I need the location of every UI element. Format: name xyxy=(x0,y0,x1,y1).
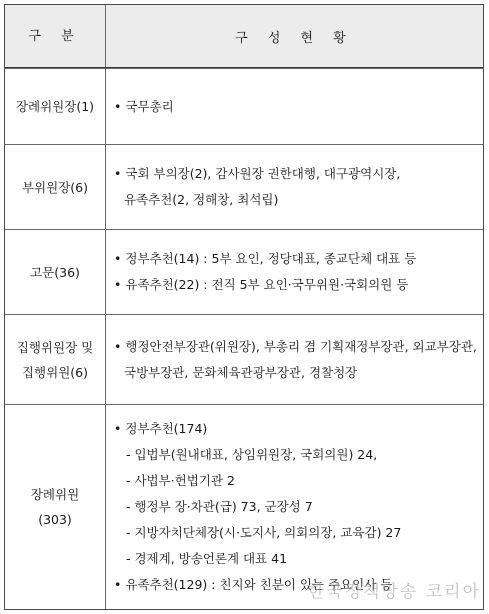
table-row xyxy=(5,144,483,229)
category-line: 장례위원장(1) xyxy=(15,99,95,114)
category-line: 집행위원(6) xyxy=(21,364,88,380)
list-item: • 정부추천(174) xyxy=(114,421,208,436)
list-item-continuation: 국방부장관, 문화체육관광부장관, 경찰청장 xyxy=(124,364,358,380)
row-category xyxy=(5,145,106,229)
row-category xyxy=(5,315,106,404)
row-content xyxy=(106,145,483,229)
sub-list-item: - 행정부 장·차관(급) 73, 군장성 7 xyxy=(126,499,313,514)
list-item: • 정부추천(14) : 5부 요인, 정당대표, 종교단체 대표 등 xyxy=(114,251,417,266)
sub-list-item: - 사법부·헌법기관 2 xyxy=(126,473,235,488)
header-category: 구 분 xyxy=(5,5,106,67)
list-item: • 유족추천(129) : 친지와 친분이 있는 주요인사 등 xyxy=(114,577,393,592)
list-item-continuation: 유족추천(2, 정해창, 최석립) xyxy=(124,192,279,207)
sub-list-item: - 경제계, 방송언론계 대표 41 xyxy=(126,551,288,566)
table-row xyxy=(5,68,483,144)
row-category xyxy=(5,405,106,609)
category-line: 부위원장(6) xyxy=(21,179,88,195)
header-composition: 구 성 현 황 xyxy=(106,5,483,67)
row-content xyxy=(106,230,483,314)
watermark: 한국정책방송 코리아 xyxy=(307,582,481,602)
table-row xyxy=(5,229,483,314)
list-item: • 국회 부의장(2), 감사원장 권한대행, 대구광역시장, xyxy=(114,166,401,181)
list-item: • 국무총리 xyxy=(114,98,174,114)
list-item: • 유족추천(22) : 전직 5부 요인·국무위원·국회의원 등 xyxy=(114,277,409,292)
sub-list-item: - 지방자치단체장(시·도지사, 의회의장, 교육감) 27 xyxy=(126,525,402,540)
category-line: (303) xyxy=(38,512,72,527)
category-line: 고문(36) xyxy=(30,264,80,280)
row-content xyxy=(106,315,483,404)
row-category xyxy=(5,230,106,314)
category-line: 장례위원 xyxy=(30,487,80,502)
list-item: • 행정안전부장관(위원장), 부총리 겸 기획재정부장관, 외교부장관, xyxy=(114,338,477,354)
row-category xyxy=(5,69,106,144)
sub-list-item: - 입법부(원내대표, 상임위원장, 국회의원) 24, xyxy=(126,447,378,462)
table-header-row xyxy=(5,5,483,68)
funeral-committee-table xyxy=(4,4,484,610)
table-row xyxy=(5,314,483,404)
category-line: 집행위원장 및 xyxy=(16,339,94,355)
row-content xyxy=(106,69,483,144)
